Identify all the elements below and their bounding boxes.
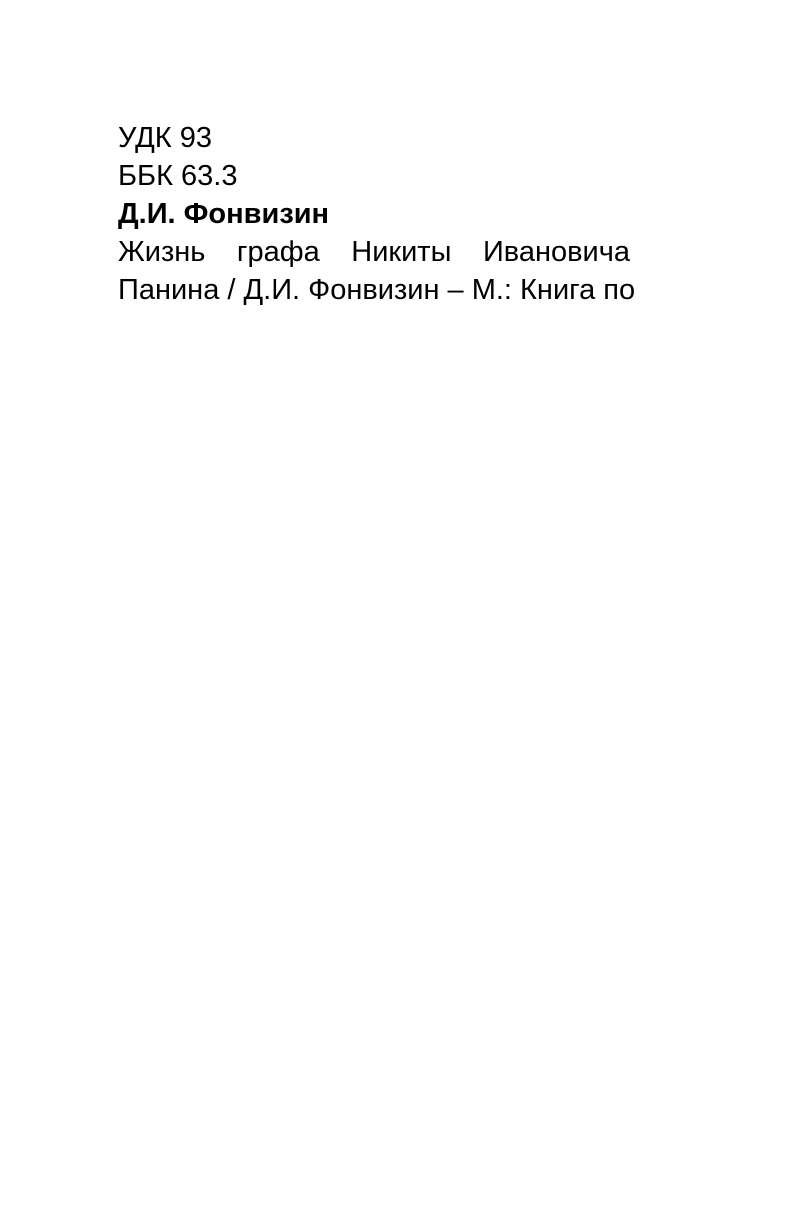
bibliographic-line-2: Панина / Д.И. Фонвизин – М.: Книга по [118,274,636,306]
bib-word: Жизнь [118,236,206,268]
udk-code: УДК 93 [118,122,212,154]
bib-word: графа [236,236,320,268]
author-name: Д.И. Фонвизин [118,198,330,230]
bib-word: Никиты [351,236,452,268]
bib-word: Ивановича [482,236,630,268]
bbk-code: ББК 63.3 [118,160,238,192]
bibliographic-line-1 [118,234,630,270]
